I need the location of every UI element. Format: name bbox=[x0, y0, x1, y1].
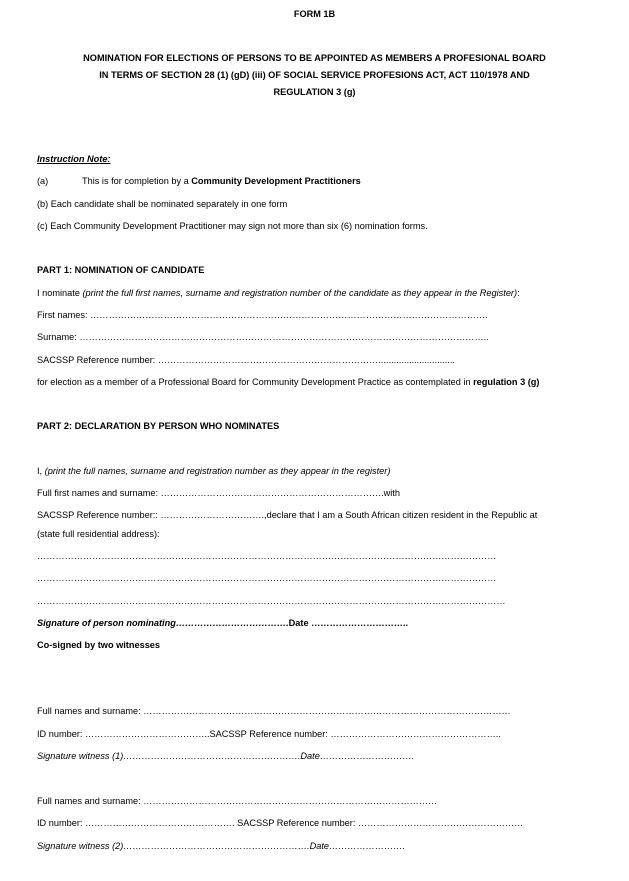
part2-print-line bbox=[37, 467, 390, 476]
nominator-signature-field[interactable]: Signature of person nominating………………………………. bbox=[37, 618, 289, 628]
title-line-1: NOMINATION FOR ELECTIONS OF PERSONS TO BE APPOINTED AS MEMBERS A PROFESIONAL BOARD bbox=[83, 53, 546, 63]
title-line-2: IN TERMS OF SECTION 28 (1) (gD) (iii) OF SOCIAL SERVICE PROFESIONS ACT, ACT 110/1978 AND bbox=[99, 70, 530, 80]
witness2-names-field[interactable]: Full names and surname: …………………………………………………………………………………… bbox=[37, 796, 438, 806]
print-prefix: I, bbox=[37, 466, 45, 476]
first-names-field[interactable]: First names: …………………………………………………………………………………………………………………. bbox=[37, 310, 488, 320]
witness1-names-field[interactable]: Full names and surname: ………………………………………………………………………………………………………… bbox=[37, 706, 511, 716]
address-line-1[interactable]: …………………………………………………………………………………………………………………………………… bbox=[37, 551, 497, 561]
instruction-a-bold: Community Development Practitioners bbox=[191, 176, 361, 186]
nominator-full-names-field[interactable]: Full first names and surname: ……………………………………………………………….with bbox=[37, 488, 400, 498]
title-line-3: REGULATION 3 (g) bbox=[273, 87, 356, 97]
print-instruction: (print the full names, surname and registration number as they appear in the register) bbox=[44, 466, 391, 476]
instruction-a bbox=[37, 177, 361, 186]
nominator-signature-line[interactable] bbox=[37, 619, 408, 628]
witness1-id-reference-field[interactable]: ID number: …………………………………..SACSSP Reference number: ……………………………………………….. bbox=[37, 729, 501, 739]
instruction-a-marker: (a) bbox=[37, 176, 49, 186]
part2-heading: PART 2: DECLARATION BY PERSON WHO NOMINATES bbox=[37, 421, 280, 431]
witness2-signature-field[interactable]: Signature witness (2)…………………………………………………….Date……………………. bbox=[37, 841, 406, 851]
election-text: for election as a member of a Professional Board for Community Development Practice as contemplated in bbox=[37, 377, 474, 387]
nominate-instruction: (print the full first names, surname and registration number of the candidate as they appear in the Register) bbox=[82, 288, 518, 298]
cosigned-heading: Co-signed by two witnesses bbox=[37, 640, 161, 650]
surname-field[interactable]: Surname: …………………………………………………………………………………………………………………….. bbox=[37, 332, 489, 342]
instruction-c: (c) Each Community Development Practitioner may sign not more than six (6) nomination forms. bbox=[37, 221, 428, 231]
instruction-b: (b) Each candidate shall be nominated separately in one form bbox=[37, 199, 288, 209]
nominator-reference-declaration[interactable]: SACSSP Reference number:: …………………………….,declare that I am a South African citizen resident in the Republic at bbox=[37, 510, 538, 520]
form-number: FORM 1B bbox=[293, 9, 336, 19]
election-regulation: regulation 3 (g) bbox=[473, 377, 540, 387]
nominator-date-field[interactable]: Date ………………………….. bbox=[288, 618, 409, 628]
witness1-signature-field[interactable]: Signature witness (1)………………………………………………….Date…………………………. bbox=[37, 751, 415, 761]
nominate-prefix: I nominate bbox=[37, 288, 83, 298]
part1-heading: PART 1: NOMINATION OF CANDIDATE bbox=[37, 265, 205, 275]
address-line-3[interactable]: ……………………………………………………………………………………………………………………………………… bbox=[37, 596, 506, 606]
address-label: (state full residential address): bbox=[37, 529, 160, 539]
election-line bbox=[37, 378, 539, 387]
instruction-heading: Instruction Note: bbox=[37, 154, 111, 164]
sacssp-reference-field[interactable]: SACSSP Reference number: ……………………………………………………………….............................. bbox=[37, 355, 455, 365]
address-line-2[interactable]: …………………………………………………………………………………………………………………………………… bbox=[37, 573, 497, 583]
instruction-a-text: This is for completion by a bbox=[82, 176, 192, 186]
nominate-suffix: : bbox=[517, 288, 520, 298]
witness2-id-reference-field[interactable]: ID number: …………………………………………. SACSSP Reference number: ……………………………………………… bbox=[37, 818, 524, 828]
part1-nominate-line bbox=[37, 289, 520, 298]
